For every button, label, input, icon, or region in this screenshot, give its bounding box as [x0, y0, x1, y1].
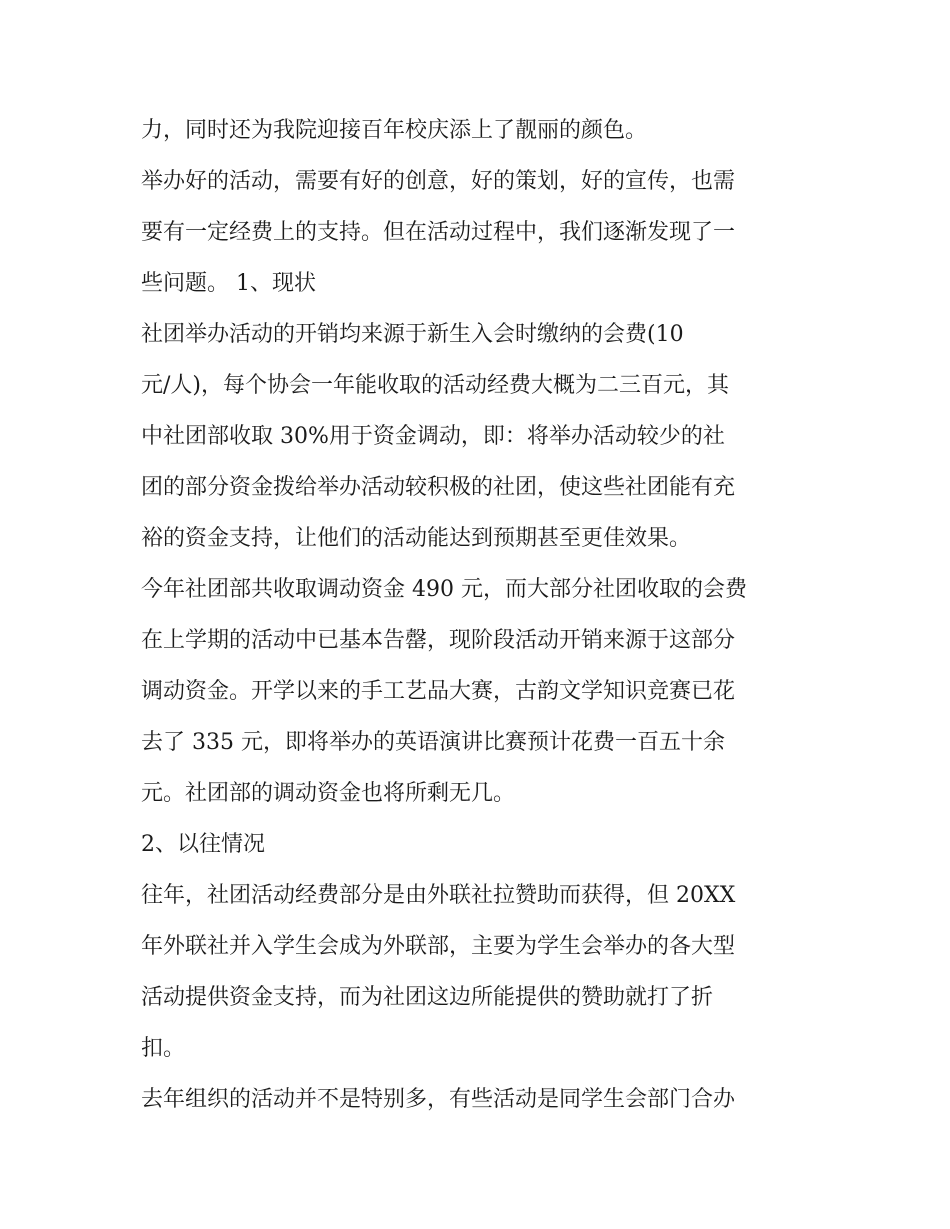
- text-line-16: 往年，社团活动经费部分是由外联社拉赞助而获得，但 20XX: [141, 883, 736, 908]
- text-line-2: 举办好的活动，需要有好的创意，好的策划，好的宣传，也需: [141, 169, 736, 194]
- text-line-13: 去了 335 元，即将举办的英语演讲比赛预计花费一百五十余: [141, 730, 725, 755]
- text-line-4: 些问题。 1、现状: [141, 271, 316, 296]
- text-line-7: 中社团部收取 30%用于资金调动，即：将举办活动较少的社: [141, 424, 725, 449]
- text-line-10: 今年社团部共收取调动资金 490 元，而大部分社团收取的会费: [141, 577, 747, 602]
- text-line-14: 元。社团部的调动资金也将所剩无几。: [141, 781, 516, 806]
- text-line-19: 扣。: [141, 1036, 186, 1061]
- text-line-17: 年外联社并入学生会成为外联部，主要为学生会举办的各大型: [141, 934, 736, 959]
- text-line-3: 要有一定经费上的支持。但在活动过程中，我们逐渐发现了一: [141, 220, 736, 245]
- text-line-8: 团的部分资金拨给举办活动较积极的社团，使这些社团能有充: [141, 475, 736, 500]
- text-line-5: 社团举办活动的开销均来源于新生入会时缴纳的会费(10: [141, 322, 684, 347]
- text-line-6: 元/人)，每个协会一年能收取的活动经费大概为二三百元，其: [141, 373, 729, 398]
- text-line-20: 去年组织的活动并不是特别多，有些活动是同学生会部门合办: [141, 1087, 736, 1112]
- document-body: [141, 105, 821, 1125]
- text-line-11: 在上学期的活动中已基本告罄，现阶段活动开销来源于这部分: [141, 628, 736, 653]
- text-line-9: 裕的资金支持，让他们的活动能达到预期甚至更佳效果。: [141, 526, 692, 551]
- text-line-1: 力，同时还为我院迎接百年校庆添上了靓丽的颜色。: [141, 118, 648, 143]
- text-line-15: 2、以往情况: [141, 832, 265, 857]
- text-line-18: 活动提供资金支持，而为社团这边所能提供的赞助就打了折: [141, 985, 714, 1010]
- text-line-12: 调动资金。开学以来的手工艺品大赛，古韵文学知识竞赛已花: [141, 679, 736, 704]
